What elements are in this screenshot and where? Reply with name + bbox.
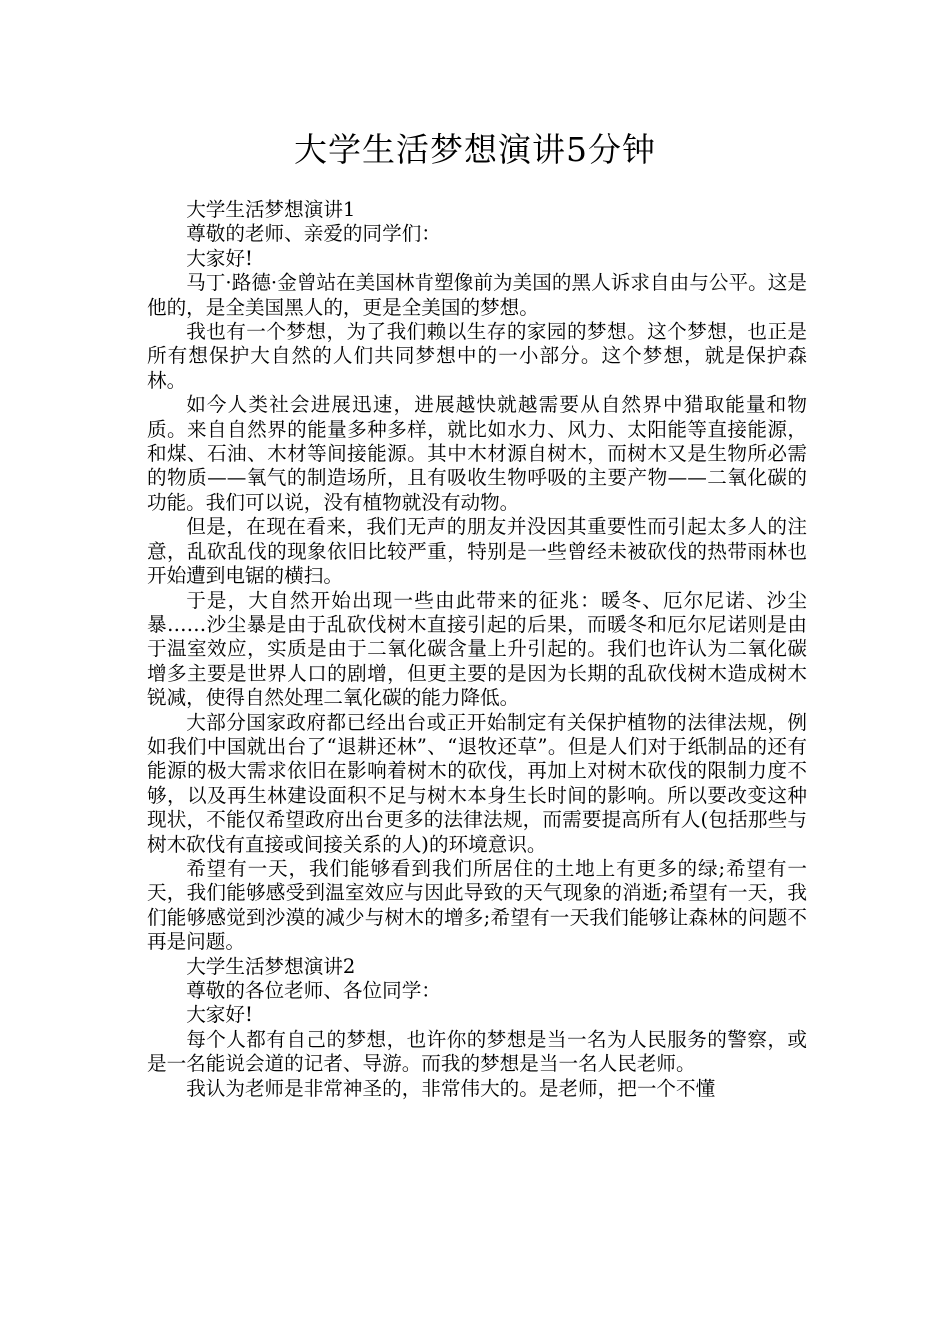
salutation-2: 尊敬的各位老师、各位同学： (186, 979, 441, 1002)
paragraph: 但是，在现在看来，我们无声的朋友并没因其重要性而引起太多人的注意，乱砍乱伐的现象依旧比较严重，特别是一些曾经未被砍伐的热带雨林也开始遭到电锯的横扫。 (147, 515, 807, 588)
section-heading-2: 大学生活梦想演讲2 (186, 954, 356, 978)
document-title: 大学生活梦想演讲5分钟 (294, 130, 656, 169)
document-body (147, 198, 807, 1101)
paragraph: 如今人类社会进展迅速，进展越快就越需要从自然界中猎取能量和物质。来自自然界的能量多种多样，就比如水力、风力、太阳能等直接能源，和煤、石油、木材等间接能源。其中木材源自树木，而树木又是生物所必需的物质——氧气的制造场所，且有吸收生物呼吸的主要产物——二氧化碳的功能。我们可以说，没有植物就没有动物。 (147, 393, 807, 514)
salutation-1: 尊敬的老师、亲爱的同学们： (186, 222, 441, 246)
paragraph: 希望有一天，我们能够看到我们所居住的土地上有更多的绿;希望有一天，我们能够感受到温室效应与因此导致的天气现象的消逝;希望有一天，我们能够感觉到沙漠的减少与树木的增多;希望有一天我们能够让森林的问题不再是问题。 (147, 856, 807, 954)
greeting-2: 大家好! (186, 1003, 253, 1027)
paragraph: 我认为老师是非常神圣的，非常伟大的。是老师，把一个不懂 (186, 1076, 716, 1100)
greeting-1: 大家好! (186, 246, 253, 270)
paragraph: 大部分国家政府都已经出台或正开始制定有关保护植物的法律法规，例如我们中国就出台了“退耕还林”、“退牧还草”。但是人们对于纸制品的还有能源的极大需求依旧在影响着树木的砍伐，再加上对树木砍伐的限制力度不够，以及再生林建设面积不足与树木本身生长时间的影响。所以要改变这种现状，不能仅希望政府出台更多的法律法规，而需要提高所有人(包括那些与树木砍伐有直接或间接关系的人)的环境意识。 (147, 710, 807, 856)
paragraph: 我也有一个梦想，为了我们赖以生存的家园的梦想。这个梦想，也正是所有想保护大自然的人们共同梦想中的一小部分。这个梦想，就是保护森林。 (147, 320, 807, 392)
paragraph: 于是，大自然开始出现一些由此带来的征兆：暖冬、厄尔尼诺、沙尘暴……沙尘暴是由于乱砍伐树木直接引起的后果，而暖冬和厄尔尼诺则是由于温室效应，实质是由于二氧化碳含量上升引起的。我们也许认为二氧化碳增多主要是世界人口的剧增，但更主要的是因为长期的乱砍伐树木造成树木锐减，使得自然处理二氧化碳的能力降低。 (147, 588, 807, 710)
paragraph: 马丁·路德·金曾站在美国林肯塑像前为美国的黑人诉求自由与公平。这是他的，是全美国黑人的，更是全美国的梦想。 (147, 271, 807, 319)
section-heading-1: 大学生活梦想演讲1 (186, 198, 356, 221)
paragraph: 每个人都有自己的梦想，也许你的梦想是当一名为人民服务的警察，或是一名能说会道的记者、导游。而我的梦想是当一名人民老师。 (147, 1027, 807, 1076)
